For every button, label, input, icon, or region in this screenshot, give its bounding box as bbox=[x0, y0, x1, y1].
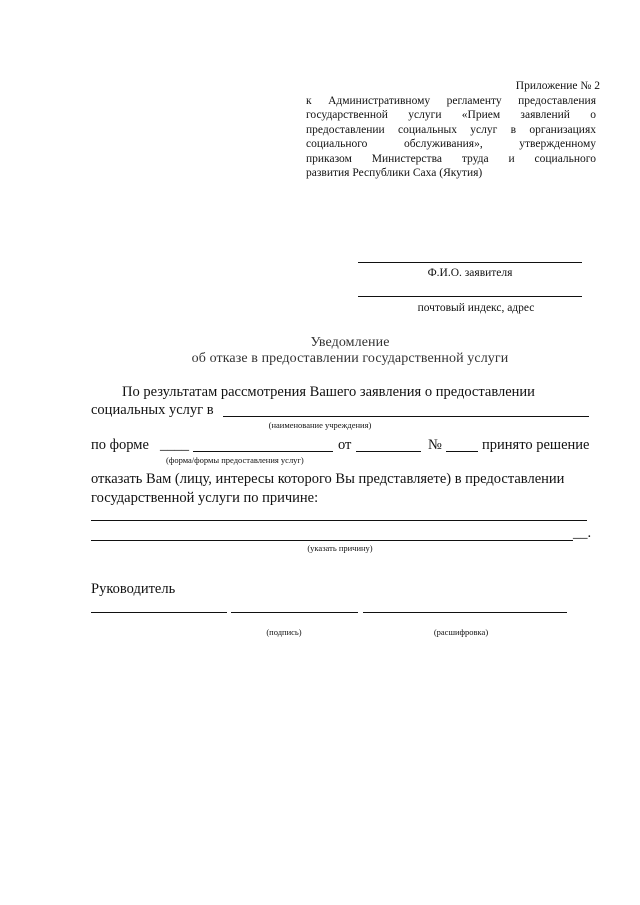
para3-line2: государственной услуги по причине: bbox=[91, 490, 319, 506]
institution-caption: (наименование учреждения) bbox=[268, 420, 372, 430]
annex-line: развития Республики Саха (Якутия) bbox=[306, 167, 483, 179]
document-title: Уведомление bbox=[310, 335, 390, 350]
para1-line1: По результатам рассмотрения Вашего заявления о предоставлении bbox=[122, 384, 535, 400]
annex-line: государственной услуги «Прием заявлений о bbox=[306, 109, 596, 122]
from-label: от bbox=[338, 437, 352, 453]
decision-text: принято решение bbox=[482, 437, 590, 453]
address-caption: почтовый индекс, адрес bbox=[417, 302, 535, 314]
applicant-name-caption: Ф.И.О. заявителя bbox=[427, 267, 513, 279]
form-blank: ____ bbox=[160, 437, 189, 453]
institution-blank-line bbox=[223, 416, 589, 417]
number-label: № bbox=[428, 437, 442, 453]
date-blank-line bbox=[356, 451, 421, 452]
reason-line-1 bbox=[91, 520, 587, 521]
form-prefix: по форме bbox=[91, 437, 149, 453]
signature-caption: (подпись) bbox=[266, 627, 302, 637]
address-line bbox=[358, 296, 582, 297]
annex-line: социального обслуживания», утвержденному bbox=[306, 138, 596, 151]
annex-line: предоставлении социальных услуг в организациях bbox=[306, 123, 596, 136]
signatory-role: Руководитель bbox=[91, 581, 176, 597]
document-subtitle: об отказе в предоставлении государственной услуги bbox=[191, 351, 509, 366]
annex-line: приказом Министерства труда и социального bbox=[306, 152, 596, 165]
signature-blank-line bbox=[231, 612, 358, 613]
decode-blank-line bbox=[363, 612, 567, 613]
annex-line: к Административному регламенту предоставления bbox=[306, 95, 596, 107]
form-caption: (форма/формы предоставления услуг) bbox=[166, 455, 304, 465]
decode-caption: (расшифровка) bbox=[433, 627, 489, 637]
reason-caption: (указать причину) bbox=[307, 543, 373, 553]
para1-line2: социальных услуг в bbox=[91, 402, 214, 418]
number-blank-line bbox=[446, 451, 478, 452]
role-blank-line bbox=[91, 612, 227, 613]
reason-line-2 bbox=[91, 540, 573, 541]
form-blank-line bbox=[193, 451, 333, 452]
para3-line1: отказать Вам (лицу, интересы которого Вы представляете) в предоставлении bbox=[91, 471, 565, 487]
applicant-name-line bbox=[358, 262, 582, 263]
annex-number: Приложение № 2 bbox=[515, 80, 600, 92]
reason-end-mark: __. bbox=[573, 525, 592, 541]
